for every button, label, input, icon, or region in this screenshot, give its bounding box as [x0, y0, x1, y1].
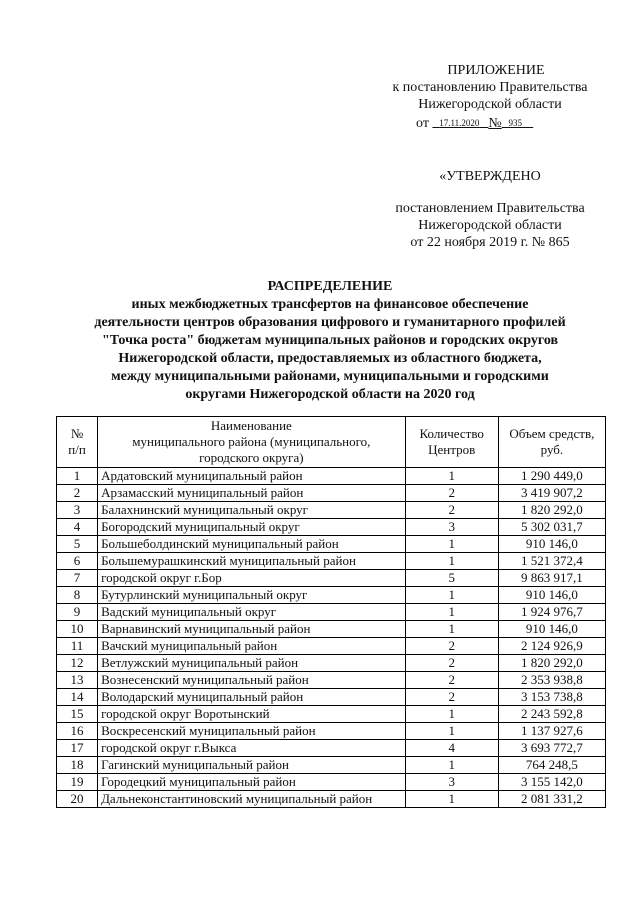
table-row	[57, 502, 606, 519]
appendix-line-1: к постановлению Правительства	[392, 80, 588, 95]
appendix-line-2: Нижегородской области	[418, 97, 562, 112]
appendix-title: ПРИЛОЖЕНИЕ	[447, 63, 545, 78]
table-row	[57, 757, 606, 774]
table-row	[57, 689, 606, 706]
cell-count: 1	[405, 757, 498, 774]
cell-count: 1	[405, 536, 498, 553]
document-heading	[56, 278, 604, 404]
cell-name: Вадский муниципальный округ	[98, 604, 406, 621]
cell-count: 3	[405, 519, 498, 536]
cell-count: 2	[405, 638, 498, 655]
cell-name: Большеболдинский муниципальный район	[98, 536, 406, 553]
table-header-row	[57, 417, 606, 468]
cell-name: Богородский муниципальный округ	[98, 519, 406, 536]
table-row	[57, 672, 606, 689]
cell-count: 4	[405, 740, 498, 757]
table-row	[57, 723, 606, 740]
heading-line: Нижегородской области, предоставляемых из областного бюджета,	[118, 351, 542, 366]
table-row	[57, 536, 606, 553]
cell-name: Вознесенский муниципальный район	[98, 672, 406, 689]
cell-volume: 910 146,0	[498, 536, 605, 553]
cell-count: 2	[405, 655, 498, 672]
cell-name: Большемурашкинский муниципальный район	[98, 553, 406, 570]
cell-name: городской округ г.Выкса	[98, 740, 406, 757]
appendix-number: 935	[508, 118, 522, 128]
cell-num: 2	[57, 485, 98, 502]
table-row	[57, 655, 606, 672]
cell-count: 1	[405, 587, 498, 604]
cell-name: Ветлужский муниципальный район	[98, 655, 406, 672]
appendix-date: 17.11.2020	[439, 118, 480, 128]
cell-volume: 3 693 772,7	[498, 740, 605, 757]
cell-num: 3	[57, 502, 98, 519]
cell-count: 1	[405, 791, 498, 808]
cell-volume: 2 243 592,8	[498, 706, 605, 723]
appendix-date-line	[360, 115, 620, 132]
cell-name: Вачский муниципальный район	[98, 638, 406, 655]
cell-count: 2	[405, 689, 498, 706]
table-row	[57, 774, 606, 791]
cell-num: 12	[57, 655, 98, 672]
table-row	[57, 706, 606, 723]
table-row	[57, 587, 606, 604]
cell-num: 18	[57, 757, 98, 774]
approved-line-3: от 22 ноября 2019 г. № 865	[410, 235, 570, 250]
table-row	[57, 553, 606, 570]
approved-line-1: постановлением Правительства	[395, 201, 585, 216]
heading-line: деятельности центров образования цифрового и гуманитарного профилей	[94, 315, 566, 330]
cell-num: 5	[57, 536, 98, 553]
cell-num: 13	[57, 672, 98, 689]
cell-count: 1	[405, 468, 498, 485]
cell-volume: 2 081 331,2	[498, 791, 605, 808]
cell-name: Воскресенский муниципальный район	[98, 723, 406, 740]
table-row	[57, 791, 606, 808]
cell-name: Дальнеконстантиновский муниципальный район	[98, 791, 406, 808]
table-row	[57, 485, 606, 502]
cell-num: 10	[57, 621, 98, 638]
cell-name: Арзамасский муниципальный район	[98, 485, 406, 502]
table-body	[57, 468, 606, 808]
table-row	[57, 519, 606, 536]
table-row	[57, 570, 606, 587]
cell-name: Варнавинский муниципальный район	[98, 621, 406, 638]
cell-count: 1	[405, 553, 498, 570]
cell-volume: 1 290 449,0	[498, 468, 605, 485]
cell-volume: 3 419 907,2	[498, 485, 605, 502]
cell-count: 2	[405, 672, 498, 689]
cell-volume: 910 146,0	[498, 621, 605, 638]
cell-volume: 1 521 372,4	[498, 553, 605, 570]
cell-name: городской округ Воротынский	[98, 706, 406, 723]
cell-num: 9	[57, 604, 98, 621]
cell-num: 20	[57, 791, 98, 808]
header-num: № п/п	[57, 417, 98, 468]
approved-block	[360, 168, 620, 251]
distribution-table	[56, 416, 606, 808]
cell-num: 17	[57, 740, 98, 757]
cell-name: Володарский муниципальный район	[98, 689, 406, 706]
cell-num: 19	[57, 774, 98, 791]
cell-count: 1	[405, 621, 498, 638]
cell-volume: 1 820 292,0	[498, 502, 605, 519]
appendix-from-label: от	[416, 116, 429, 131]
cell-volume: 1 924 976,7	[498, 604, 605, 621]
table-row	[57, 638, 606, 655]
table-row	[57, 621, 606, 638]
cell-num: 15	[57, 706, 98, 723]
cell-num: 14	[57, 689, 98, 706]
cell-name: городской округ г.Бор	[98, 570, 406, 587]
heading-line: между муниципальными районами, муниципальными и городскими	[111, 369, 549, 384]
cell-name: Городецкий муниципальный район	[98, 774, 406, 791]
cell-count: 1	[405, 604, 498, 621]
cell-volume: 5 302 031,7	[498, 519, 605, 536]
cell-name: Балахнинский муниципальный округ	[98, 502, 406, 519]
cell-name: Гагинский муниципальный район	[98, 757, 406, 774]
cell-count: 1	[405, 706, 498, 723]
cell-count: 2	[405, 485, 498, 502]
cell-num: 11	[57, 638, 98, 655]
cell-volume: 2 124 926,9	[498, 638, 605, 655]
cell-volume: 1 137 927,6	[498, 723, 605, 740]
approved-line-2: Нижегородской области	[418, 218, 562, 233]
cell-volume: 910 146,0	[498, 587, 605, 604]
table-row	[57, 604, 606, 621]
cell-count: 5	[405, 570, 498, 587]
cell-num: 6	[57, 553, 98, 570]
appendix-number-sign: №	[488, 116, 502, 131]
cell-volume: 1 820 292,0	[498, 655, 605, 672]
cell-volume: 3 153 738,8	[498, 689, 605, 706]
cell-num: 4	[57, 519, 98, 536]
header-count: Количество Центров	[405, 417, 498, 468]
header-volume: Объем средств, руб.	[498, 417, 605, 468]
cell-num: 1	[57, 468, 98, 485]
cell-volume: 9 863 917,1	[498, 570, 605, 587]
cell-volume: 764 248,5	[498, 757, 605, 774]
cell-volume: 3 155 142,0	[498, 774, 605, 791]
table-row	[57, 468, 606, 485]
appendix-block	[360, 62, 620, 132]
cell-num: 7	[57, 570, 98, 587]
cell-name: Ардатовский муниципальный район	[98, 468, 406, 485]
cell-count: 3	[405, 774, 498, 791]
cell-count: 2	[405, 502, 498, 519]
cell-volume: 2 353 938,8	[498, 672, 605, 689]
heading-line: "Точка роста" бюджетам муниципальных районов и городских округов	[101, 333, 559, 348]
cell-num: 8	[57, 587, 98, 604]
heading-line: иных межбюджетных трансфертов на финансовое обеспечение	[131, 297, 529, 312]
header-name: Наименование муниципального района (муниципального, городского округа)	[98, 417, 406, 468]
table-row	[57, 740, 606, 757]
heading-line: округами Нижегородской области на 2020 год	[185, 387, 475, 402]
approved-title: «УТВЕРЖДЕНО	[439, 169, 541, 184]
cell-count: 1	[405, 723, 498, 740]
cell-name: Бутурлинский муниципальный округ	[98, 587, 406, 604]
cell-num: 16	[57, 723, 98, 740]
heading-title: РАСПРЕДЕЛЕНИЕ	[267, 279, 393, 294]
